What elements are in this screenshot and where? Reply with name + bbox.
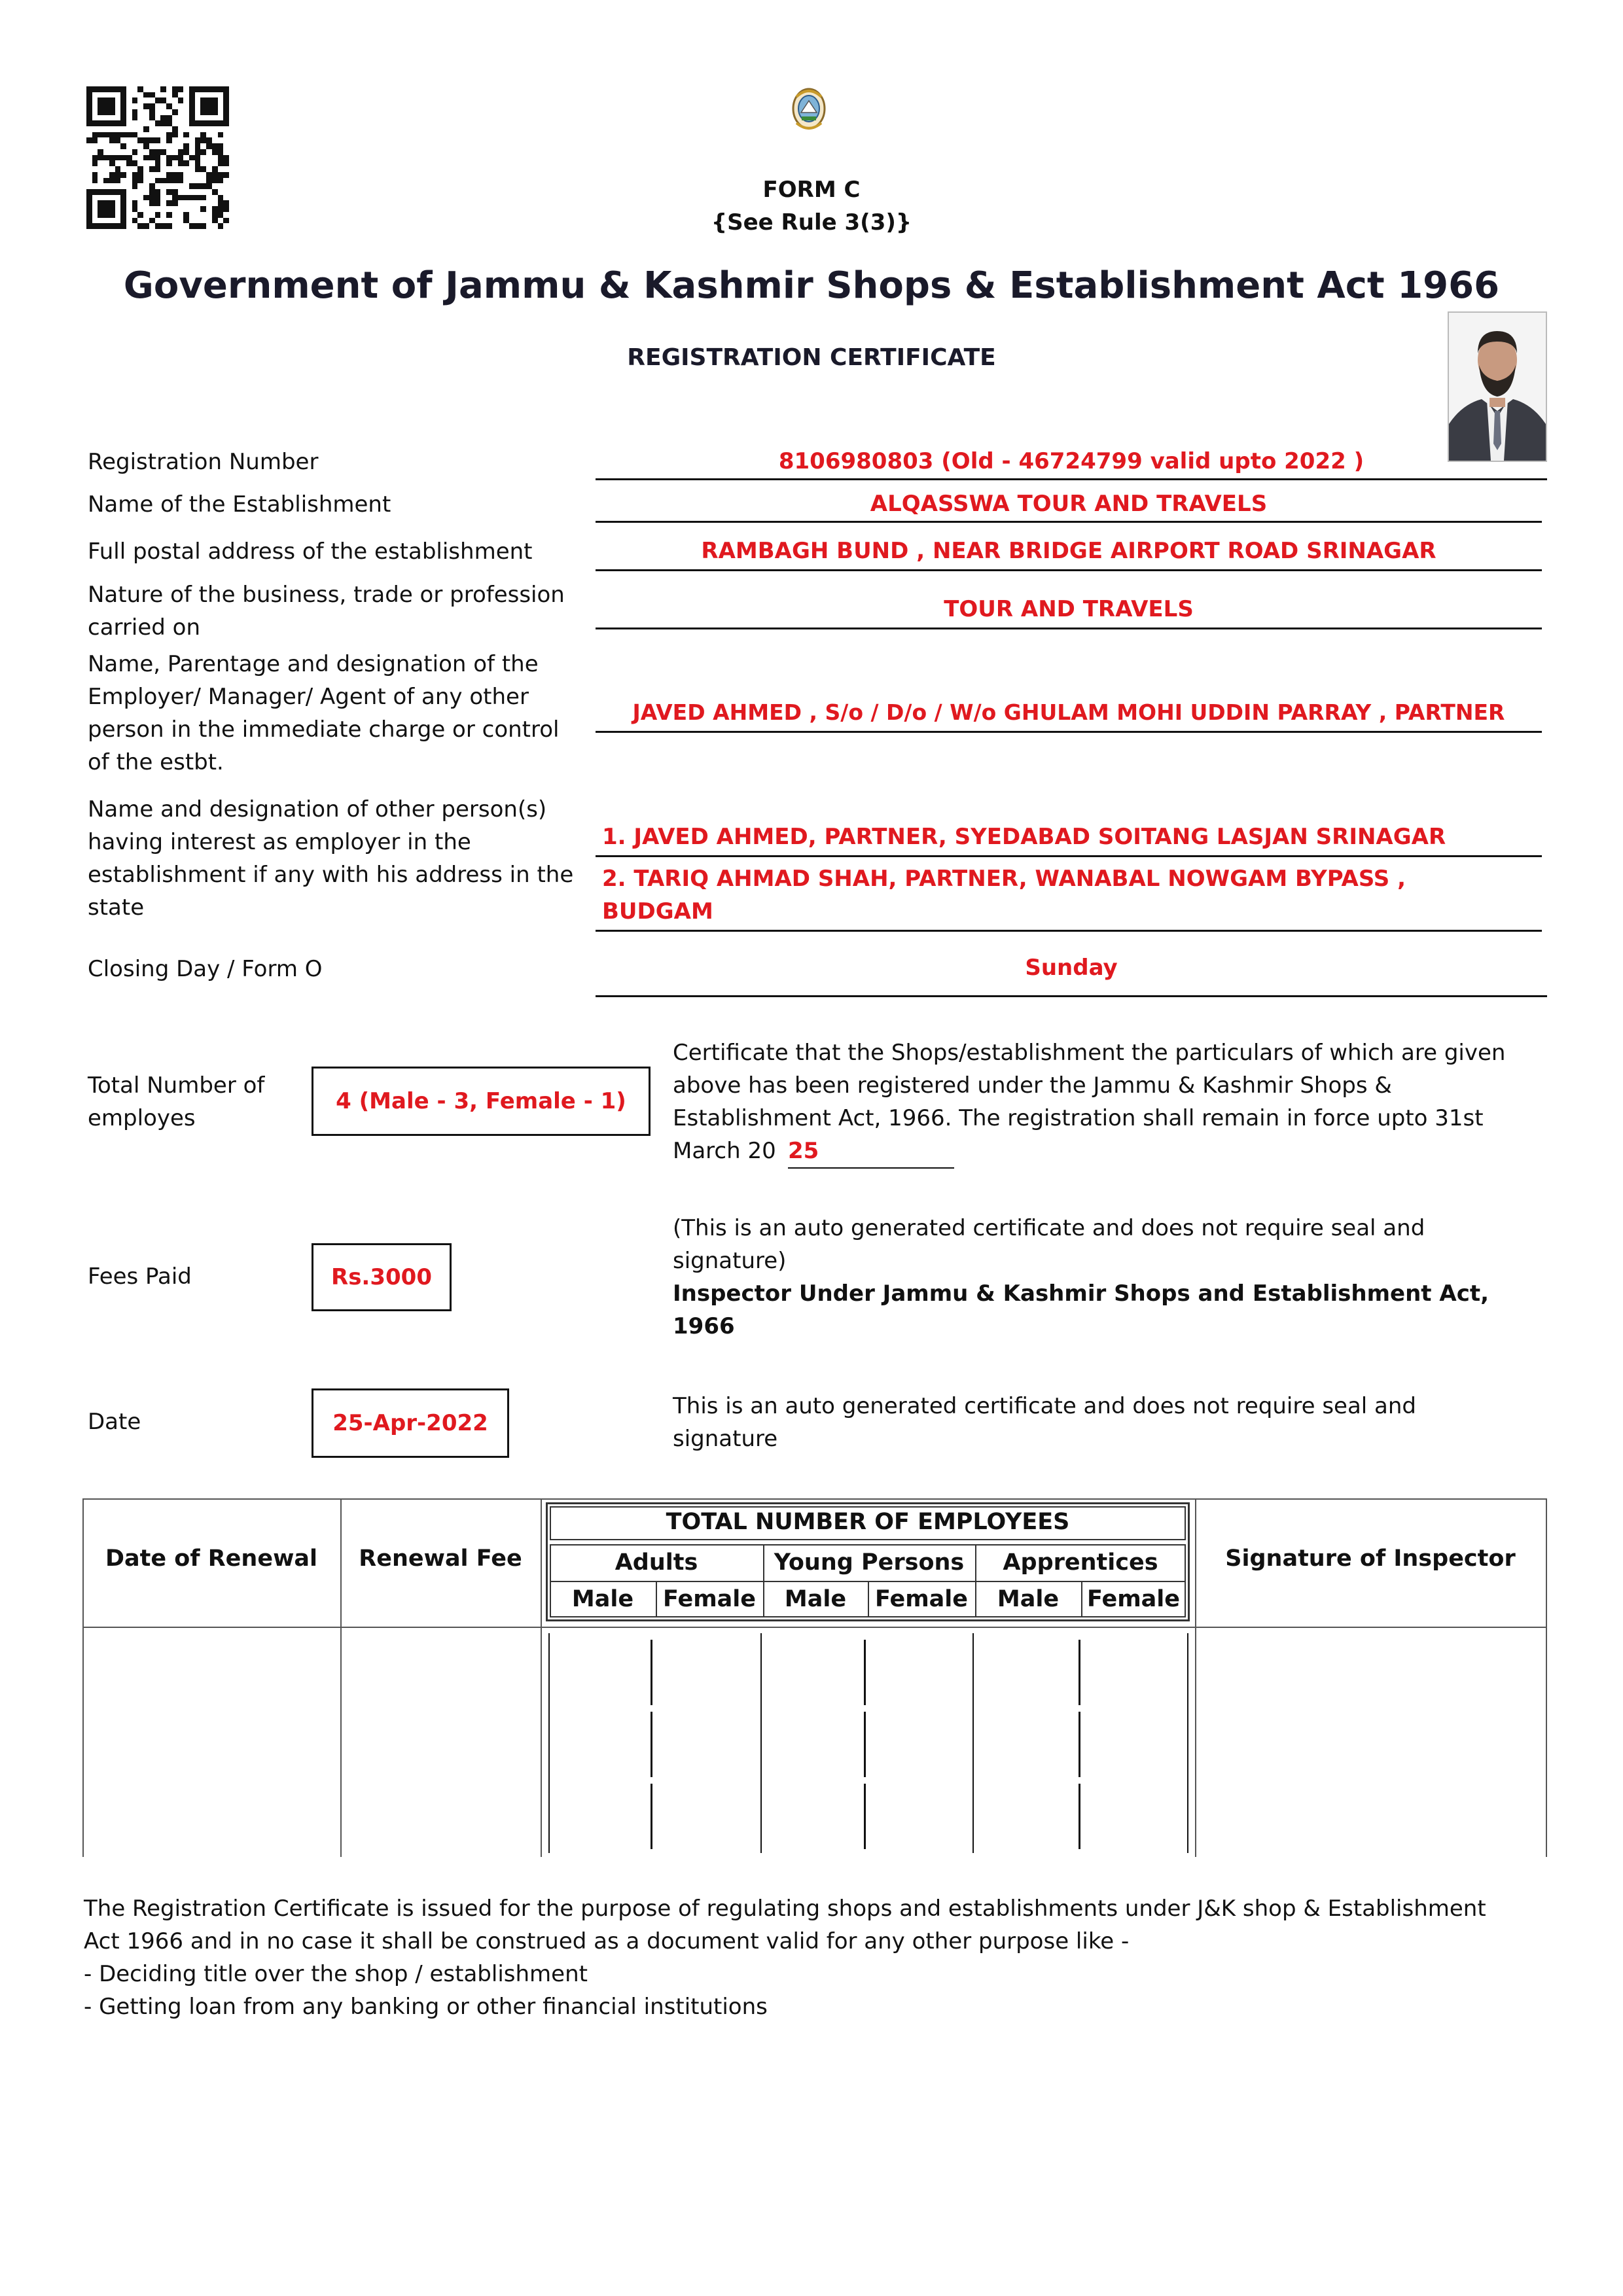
date-label: Date [88,1409,141,1435]
employer-value: JAVED AHMED , S/o / D/o / W/o GHULAM MOHI UDDIN PARRAY , PARTNER [596,696,1542,733]
certificate-text-3: Establishment Act, 1966. The registration shall remain in force upto 31st [673,1105,1484,1131]
state-emblem-icon [790,84,828,133]
renewal-fee-header: Renewal Fee [359,1545,522,1572]
certificate-text-1: Certificate that the Shops/establishment the particulars of which are given [673,1040,1506,1066]
young-male-header: Male [784,1586,847,1612]
qr-code-icon [86,86,229,229]
other-persons-label-2: having interest as employer in the [88,829,471,855]
young-persons-header: Young Persons [774,1549,965,1576]
date-value: 25-Apr-2022 [312,1388,509,1458]
total-employees-header: TOTAL NUMBER OF EMPLOYEES [666,1509,1070,1535]
business-nature-value: TOUR AND TRAVELS [596,593,1542,629]
establishment-name-value: ALQASSWA TOUR AND TRAVELS [596,487,1542,523]
apprentices-header: Apprentices [1003,1549,1158,1576]
certificate-valid-year: 25 [788,1135,954,1169]
postal-address-value: RAMBAGH BUND , NEAR BRIDGE AIRPORT ROAD SRINAGAR [596,535,1542,571]
auto-generated-note-3: This is an auto generated certificate and does not require seal and [673,1393,1417,1419]
adults-header: Adults [615,1549,698,1576]
employer-label-2: Employer/ Manager/ Agent of any other [88,684,529,710]
footer-line-2: Act 1966 and in no case it shall be construed as a document valid for any other purpose like - [84,1928,1130,1954]
apprentices-female-header: Female [1086,1586,1181,1612]
auto-generated-note-1: (This is an auto generated certificate and does not require seal and [673,1215,1425,1241]
business-nature-label-2: carried on [88,614,200,641]
other-person-2-value-line-1: 2. TARIQ AHMAD SHAH, PARTNER, WANABAL NOWGAM BYPASS , [602,866,1406,892]
business-nature-label-1: Nature of the business, trade or profession [88,582,565,608]
adults-female-header: Female [662,1586,757,1612]
total-employees-label-2: employes [88,1105,196,1131]
other-persons-label-3: establishment if any with his address in the [88,862,574,888]
registration-number-value: 8106980803 (Old - 46724799 valid upto 2022 ) [596,445,1547,480]
other-persons-label-4: state [88,894,145,921]
young-female-header: Female [874,1586,969,1612]
footer-line-4: - Getting loan from any banking or other financial institutions [84,1994,768,2020]
other-persons-label-1: Name and designation of other person(s) [88,796,547,822]
establishment-name-label: Name of the Establishment [88,491,391,518]
footer-line-1: The Registration Certificate is issued for the purpose of regulating shops and establishments under J&K shop & Establishment [84,1896,1486,1922]
footer-line-3: - Deciding title over the shop / establishment [84,1961,588,1987]
closing-day-value: Sunday [596,950,1547,997]
inspector-designation-1: Inspector Under Jammu & Kashmir Shops and Establishment Act, [673,1280,1489,1307]
fees-paid-label: Fees Paid [88,1263,192,1290]
other-person-2-value-line-2: BUDGAM [596,895,1542,932]
renewal-table [82,1498,1547,1857]
certificate-text-4: March 20 [673,1138,776,1164]
adults-male-header: Male [571,1586,634,1612]
postal-address-label: Full postal address of the establishment [88,539,533,565]
employer-label-1: Name, Parentage and designation of the [88,651,539,677]
person-photo-icon [1448,311,1547,462]
registration-number-label: Registration Number [88,449,319,475]
total-employees-value: 4 (Male - 3, Female - 1) [312,1067,651,1136]
certificate-title: REGISTRATION CERTIFICATE [627,344,996,371]
closing-day-label: Closing Day / Form O [88,956,323,982]
total-employees-label-1: Total Number of [88,1072,265,1099]
auto-generated-note-2: signature) [673,1248,787,1274]
date-of-renewal-header: Date of Renewal [105,1545,318,1572]
apprentices-male-header: Male [997,1586,1060,1612]
main-title: Government of Jammu & Kashmir Shops & Establishment Act 1966 [123,264,1500,307]
rule-reference: {See Rule 3(3)} [711,209,912,236]
form-title: FORM C [762,177,861,203]
auto-generated-note-4: signature [673,1426,778,1452]
signature-of-inspector-header: Signature of Inspector [1225,1545,1516,1572]
certificate-text-2: above has been registered under the Jammu & Kashmir Shops & [673,1072,1392,1099]
employer-label-3: person in the immediate charge or control [88,716,560,743]
other-person-1-value: 1. JAVED AHMED, PARTNER, SYEDABAD SOITANG LASJAN SRINAGAR [596,821,1542,857]
employer-label-4: of the estbt. [88,749,224,775]
fees-paid-value: Rs.3000 [312,1243,452,1311]
inspector-designation-2: 1966 [673,1313,735,1339]
